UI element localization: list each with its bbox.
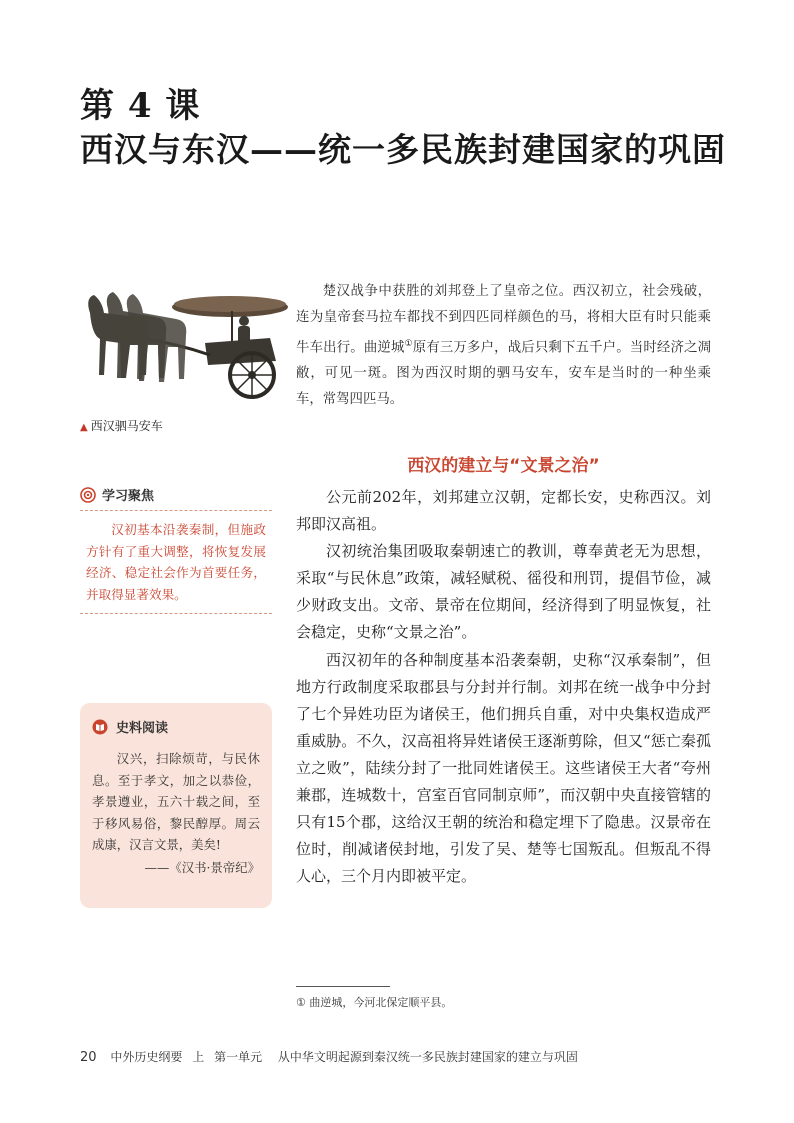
lesson-title: 西汉与东汉——统一多民族封建国家的巩固 bbox=[80, 130, 726, 169]
footnote: ① 曲逆城，今河北保定顺平县。 bbox=[296, 996, 453, 1009]
body-paragraph-3: 西汉初年的各种制度基本沿袭秦朝，史称“汉承秦制”，但地方行政制度采取郡县与分封并行制。刘邦在统一战争中分封了七个异姓功臣为诸侯王，他们拥兵自重，对中央集权造成严重威胁。不久，汉高祖将异姓诸侯王逐渐剪除，但又“惩亡秦孤立之败”，陆续分封了一批同姓诸侯王。这些诸侯王大者“夸州兼郡，连城数十，宫室百官同制京师”，而汉朝中央直接管辖的只有15个郡，这给汉王朝的统治和稳定埋下了隐患。汉景帝在位时，削减诸侯封地，引发了吴、楚等七国叛乱。但叛乱不得人心，三个月内即被平定。 bbox=[296, 650, 711, 886]
source-reading-text: 汉兴，扫除烦苛，与民休息。至于孝文，加之以恭俭，孝景遵业，五六十载之间，至于移风易俗，黎民醇厚。周云成康，汉言文景，美矣! bbox=[92, 751, 260, 852]
lesson-number: 第 4 课 bbox=[80, 86, 201, 126]
source-reading-title: 史料阅读 bbox=[116, 721, 169, 736]
study-focus-text: 汉初基本沿袭秦制，但施政方针有了重大调整，将恢复发展经济、稳定社会作为首要任务，并取得显著效果。 bbox=[80, 519, 272, 614]
page-footer bbox=[80, 1048, 578, 1065]
footnote-divider bbox=[296, 986, 390, 987]
book-icon bbox=[92, 719, 108, 735]
footnote-marker[interactable]: ① bbox=[404, 339, 413, 349]
intro-text bbox=[296, 279, 711, 413]
photo-caption bbox=[80, 417, 163, 434]
body-paragraph-2: 汉初统治集团吸取秦朝速亡的教训，尊奉黄老无为思想，采取“与民休息”政策，减轻赋税、徭役和刑罚，提倡节俭，减少财政支出。文帝、景帝在位期间，经济得到了明显恢复，社会稳定，史称“文景之治”。 bbox=[296, 542, 711, 642]
study-focus-box bbox=[80, 485, 272, 614]
unit-title: 从中华文明起源到秦汉统一多民族封建国家的建立与巩固 bbox=[277, 1050, 578, 1064]
main-body bbox=[296, 484, 711, 890]
study-focus-title: 学习聚焦 bbox=[102, 489, 155, 504]
body-paragraph-1: 公元前202年，刘邦建立汉朝，定都长安，史称西汉。刘邦即汉高祖。 bbox=[296, 488, 711, 534]
book-volume: 上 bbox=[192, 1050, 205, 1064]
target-icon bbox=[80, 487, 96, 503]
book-title: 中外历史纲要 bbox=[110, 1050, 183, 1064]
study-focus-header bbox=[80, 485, 272, 511]
intro-part1: 楚汉战争中获胜的刘邦登上了皇帝之位。西汉初立，社会残破，连为皇帝套马拉车都找不到四匹同样颜色的马，将相大臣有时只能乘牛车出行。曲逆城 bbox=[296, 284, 711, 356]
section-title: 西汉的建立与“文景之治” bbox=[407, 456, 600, 476]
page-number: 20 bbox=[80, 1050, 97, 1065]
source-reading-box bbox=[80, 703, 272, 908]
unit-label: 第一单元 bbox=[214, 1050, 263, 1064]
source-reading-header bbox=[92, 717, 260, 736]
source-reading-citation: ——《汉书·景帝纪》 bbox=[144, 859, 260, 875]
chariot-image bbox=[80, 283, 290, 408]
photo-caption-text: 西汉驷马安车 bbox=[90, 419, 163, 433]
triangle-icon: ▲ bbox=[80, 422, 88, 433]
intro-part2: 原有三万多户，战后只剩下五千户。当时经济之凋敝，可见一斑。图为西汉时期的驷马安车，安车是当时的一种坐乘车，常驾四匹马。 bbox=[296, 340, 711, 408]
